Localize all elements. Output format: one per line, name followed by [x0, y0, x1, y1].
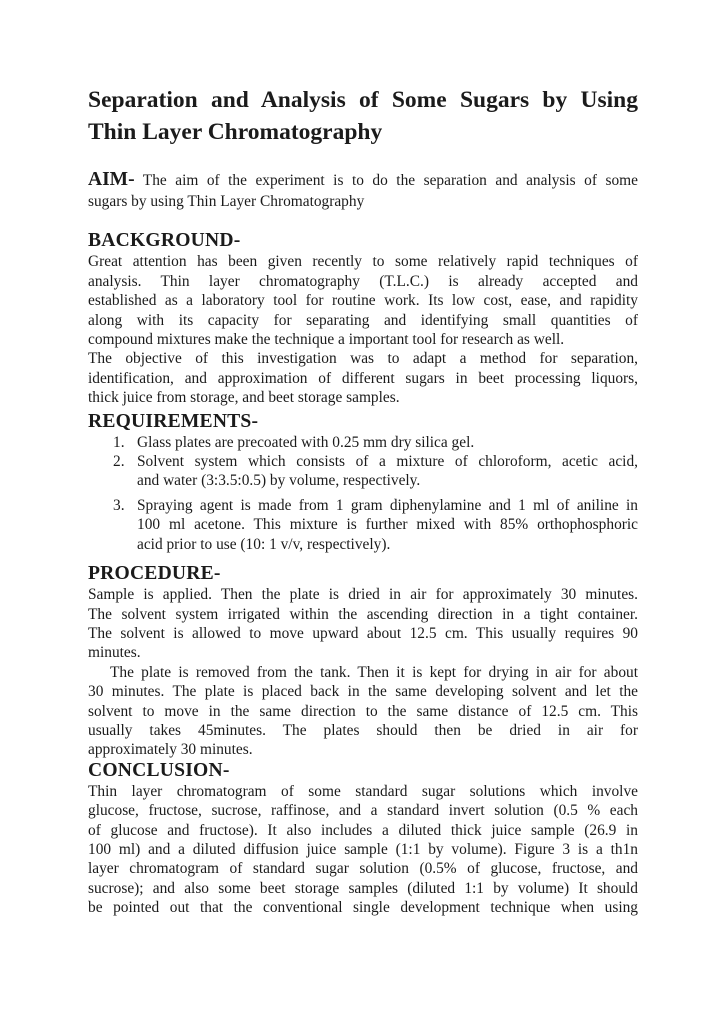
- section-conclusion: [88, 760, 638, 918]
- text-line: 30 minutes. The plate is placed back in the same developing solvent and let the: [88, 683, 638, 701]
- list-item: [88, 433, 638, 452]
- section-background: [88, 230, 638, 407]
- aim-paragraph: [88, 168, 638, 211]
- text-line: Solvent system which consists of a mixture of chloroform, acetic acid,: [137, 453, 638, 471]
- text-line: Glass plates are precoated with 0.25 mm dry silica gel.: [137, 433, 475, 451]
- numbered-list: [88, 433, 638, 554]
- section-procedure: [88, 563, 638, 760]
- text-line: identification, and approximation of different sugars in beet processing liquors,: [88, 369, 638, 387]
- text-line: Great attention has been given recently to some relatively rapid techniques of: [88, 253, 638, 271]
- text-line: of glucose and fructose). It also includes a diluted thick juice sample (26.9 in: [88, 821, 638, 839]
- text-line: usually takes 45minutes. The plates should then be dried in air for: [88, 721, 638, 739]
- text-line: Thin Layer Chromatography: [88, 119, 383, 145]
- text-line: 100 ml acetone. This mixture is further mixed with 85% orthophosphoric: [137, 516, 638, 534]
- text-line: Spraying agent is made from 1 gram diphenylamine and 1 ml of aniline in: [137, 496, 638, 514]
- text-line: acid prior to use (10: 1 v/v, respectively).: [137, 535, 391, 553]
- text-line: 100 ml) and a diluted diffusion juice sample (1:1 by volume). Figure 3 is a th1n: [88, 840, 638, 858]
- text-line: solvent to move in the same direction to the same distance of 12.5 cm. This: [88, 702, 638, 720]
- aim-label: AIM-: [88, 169, 135, 190]
- section-heading: PROCEDURE-: [88, 563, 221, 585]
- paragraph: [88, 782, 638, 918]
- section-requirements: [88, 411, 638, 554]
- text-line: approximately 30 minutes.: [88, 741, 253, 759]
- text-line: glucose, fructose, sucrose, raffinose, and a standard invert solution (0.5 % each: [88, 802, 638, 820]
- paragraph: [88, 349, 638, 407]
- text-line: sugars by using Thin Layer Chromatography: [88, 193, 365, 210]
- text-line: Thin layer chromatogram of some standard sugar solutions which involve: [88, 782, 638, 800]
- text-line: The plate is removed from the tank. Then it is kept for drying in air for about: [110, 663, 638, 681]
- text-line: compound mixtures make the technique a important tool for research as well.: [88, 331, 565, 349]
- text-line: Sample is applied. Then the plate is dried in air for approximately 30 minutes.: [88, 586, 638, 604]
- paragraph: [88, 585, 638, 663]
- text-line: be pointed out that the conventional single development technique when using: [88, 899, 638, 917]
- text-line: analysis. Thin layer chromatography (T.L.C.) is already accepted and: [88, 272, 638, 290]
- section-heading: CONCLUSION-: [88, 759, 230, 781]
- text-line: layer chromatogram of standard sugar solution (0.5% of glucose, fructose, and: [88, 860, 638, 878]
- text-line: and water (3:3.5:0.5) by volume, respectively.: [137, 472, 421, 490]
- list-item-number: 1.: [113, 433, 125, 451]
- text-line: The solvent system irrigated within the ascending direction in a tight container.: [88, 605, 638, 623]
- text-line: Separation and Analysis of Some Sugars by Using: [88, 87, 638, 113]
- paragraph: [88, 252, 638, 349]
- list-item: [88, 452, 638, 491]
- text-line: established as a laboratory tool for routine work. Its low cost, ease, and rapidity: [88, 292, 638, 310]
- text-line: The solvent is allowed to move upward about 12.5 cm. This usually requires 90: [88, 624, 638, 642]
- text-line: minutes.: [88, 644, 141, 662]
- paragraph: [88, 663, 638, 760]
- section-heading: REQUIREMENTS-: [88, 410, 259, 432]
- text-line: sucrose); and also some beet storage samples (diluted 1:1 by volume) It should: [88, 879, 638, 897]
- text-line: The objective of this investigation was to adapt a method for separation,: [88, 350, 638, 368]
- document-sections: [88, 230, 638, 917]
- list-item: [88, 496, 638, 554]
- list-item-number: 2.: [113, 453, 125, 471]
- section-heading: BACKGROUND-: [88, 230, 241, 252]
- text-line: thick juice from storage, and beet storage samples.: [88, 389, 400, 407]
- text-line: AIM- The aim of the experiment is to do the separation and analysis of some: [88, 169, 638, 190]
- list-item-number: 3.: [113, 496, 125, 514]
- document-title: [88, 84, 638, 148]
- text-line: along with its capacity for separating and identifying small quantities of: [88, 311, 638, 329]
- document-content: [88, 84, 638, 918]
